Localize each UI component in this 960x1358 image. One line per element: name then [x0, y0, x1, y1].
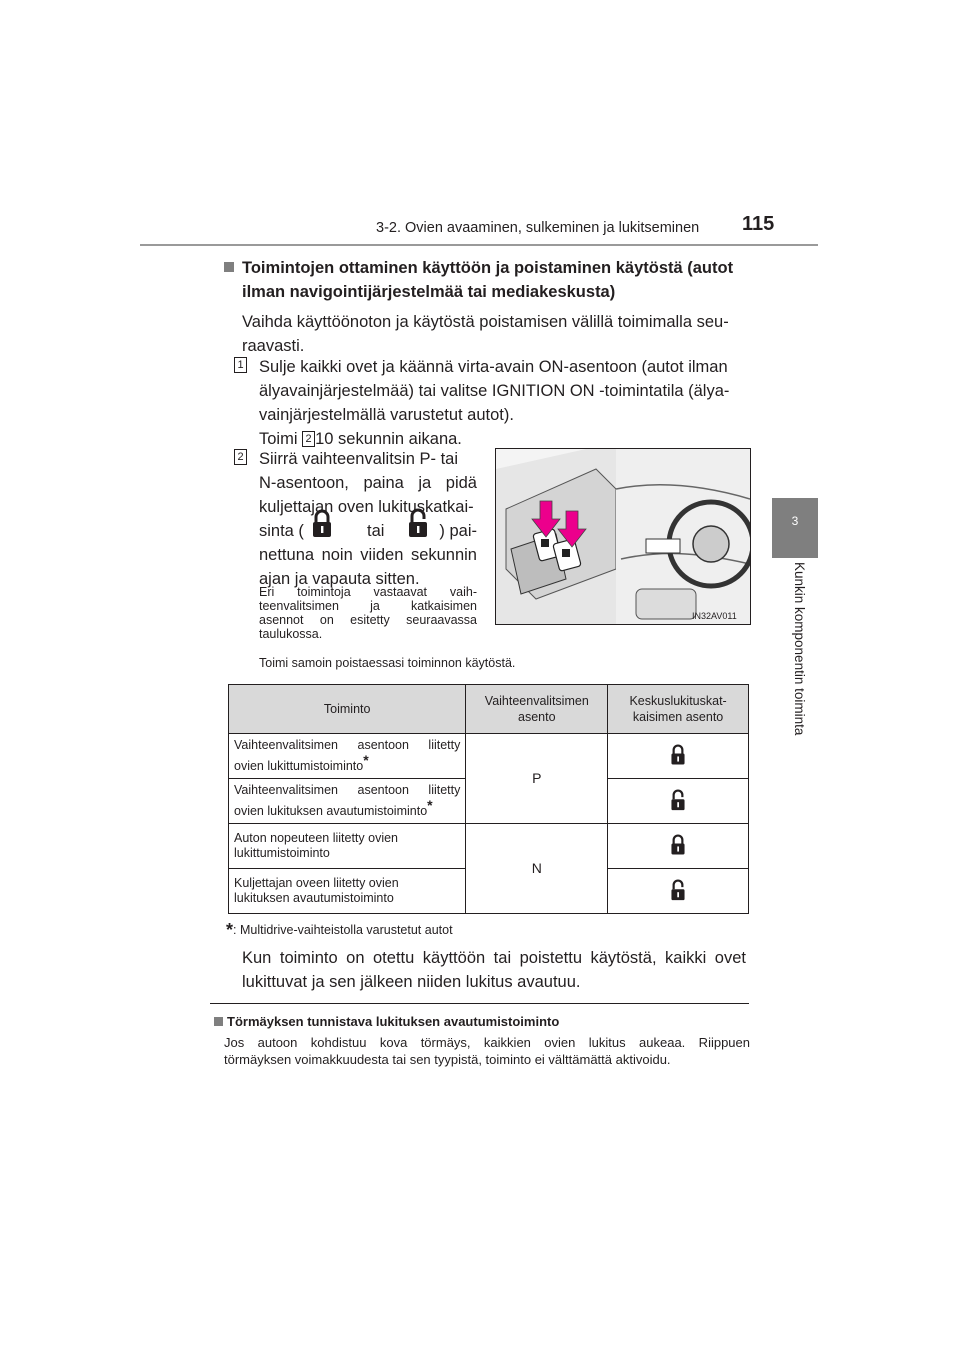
- row4-line1: Kuljettajan oveen liitetty ovien: [234, 876, 399, 890]
- table-cell-position-n: N: [466, 824, 608, 914]
- locked-icon: [670, 743, 686, 767]
- table-cell-position-p: P: [466, 734, 608, 824]
- closing-line-1: Kun toiminto on otettu käyttöön tai poistettu käytöstä, kaikki ovet: [242, 949, 746, 967]
- note-line-3: asennot on esitetty seuraavassa: [259, 613, 477, 627]
- step-2-line-2: N-asentoon, paina ja pidä: [259, 474, 477, 492]
- step-1-tail-a: Toimi: [259, 430, 298, 448]
- row4-line2: lukituksen avautumistoiminto: [234, 891, 394, 905]
- step-1-number: 1: [234, 357, 247, 373]
- unlocked-icon: [670, 787, 686, 813]
- locked-icon: [311, 509, 333, 539]
- bullet-square-icon: [224, 262, 234, 272]
- table-header-shift-position: [466, 685, 608, 734]
- table-cell-function: [229, 734, 466, 779]
- table-cell-function: [229, 824, 466, 869]
- note-line-4: taulukossa.: [259, 627, 323, 641]
- table-header-function: Toiminto: [229, 685, 466, 734]
- step-1-line-2: älyavainjärjestelmää) tai valitse IGNITION ON -toimintatila (älya-: [259, 382, 730, 400]
- step-1-line-3: vainjärjestelmällä varustetut autot).: [259, 406, 514, 424]
- door-switch-illustration: [495, 448, 751, 625]
- step-2-line-1: Siirrä vaihteenvalitsin P- tai: [259, 450, 458, 468]
- chapter-tab-label: Kunkin komponentin toiminta: [792, 562, 807, 736]
- section-divider: [210, 1003, 749, 1004]
- header-col3-line2: kaisimen asento: [632, 710, 724, 724]
- unlocked-icon: [670, 877, 686, 903]
- header-col2-line1: Vaihteenvalitsimen: [484, 694, 589, 708]
- unlocked-icon: [407, 507, 429, 539]
- chapter-tab: [772, 498, 818, 558]
- note-line-5: Toimi samoin poistaessasi toiminnon käytöstä.: [259, 656, 516, 670]
- table-header-row: [229, 685, 749, 734]
- row3-line2: lukittumistoiminto: [234, 846, 330, 860]
- header-col3-line1: Keskuslukituskat-: [629, 694, 727, 708]
- subsection-title: Törmäyksen tunnistava lukituksen avautumistoiminto: [227, 1014, 560, 1029]
- bullet-square-icon: [214, 1017, 223, 1026]
- note-line-1: Eri toimintoja vastaavat vaih-: [259, 585, 477, 599]
- table-header-switch-position: [608, 685, 749, 734]
- row1-line2: ovien lukittumistoiminto: [234, 759, 364, 774]
- row2-line1: Vaihteenvalitsimen asentoon liitetty: [234, 782, 461, 797]
- step-2-line-5: nettuna noin viiden sekunnin: [259, 546, 477, 564]
- row1-line1: Vaihteenvalitsimen asentoon liitetty: [234, 737, 461, 752]
- step-2-line-4: [259, 509, 477, 539]
- page-number: 115: [742, 213, 775, 235]
- locked-icon: [670, 833, 686, 857]
- footnote-star: *: [226, 920, 234, 940]
- subsection-body-line-1: Jos autoon kohdistuu kova törmäys, kaikkien ovien lukitus aukeaa. Riippuen: [224, 1035, 750, 1050]
- table-cell-lock: [608, 824, 749, 869]
- step-2-line-4b: tai: [367, 522, 385, 540]
- step-ref-2: 2: [302, 431, 315, 447]
- table-cell-function: [229, 779, 466, 824]
- row3-line1: Auton nopeuteen liitetty ovien: [234, 831, 399, 845]
- illustration-drawing: [496, 449, 750, 624]
- step-2-line-3: kuljettajan oven lukituskatkai-: [259, 498, 474, 516]
- table-cell-lock: [608, 869, 749, 914]
- footnote-text: : Multidrive-vaihteistolla varustetut autot: [233, 923, 453, 937]
- header-section-title: 3-2. Ovien avaaminen, sulkeminen ja lukitseminen: [376, 220, 700, 236]
- step-2-line-4c: ) pai-: [439, 522, 477, 540]
- heading-line-2: ilman navigointijärjestelmää tai mediakeskusta): [242, 283, 616, 301]
- section-heading: [224, 256, 754, 304]
- row1-star: *: [363, 751, 369, 768]
- subsection-body-line-2: törmäyksen voimakkuudesta tai sen tyypistä, toiminto ei välttämättä aktivoidu.: [224, 1052, 671, 1067]
- table-cell-function: [229, 869, 466, 914]
- intro-line-2: raavasti.: [242, 337, 305, 355]
- figure-code: IN32AV011: [692, 611, 737, 621]
- table-row: [229, 734, 749, 779]
- function-table: [228, 684, 749, 914]
- heading-line-1: Toimintojen ottaminen käyttöön ja poistaminen käytöstä (autot: [242, 259, 734, 277]
- step-2-number: 2: [234, 449, 247, 465]
- table-row: [229, 824, 749, 869]
- row2-star: *: [427, 796, 433, 813]
- note-line-2: teenvalitsimen ja katkaisimen: [259, 599, 477, 613]
- header-divider: [140, 244, 818, 246]
- step-1-line-1: Sulje kaikki ovet ja käännä virta-avain ON-asentoon (autot ilman: [259, 358, 728, 376]
- table-cell-lock: [608, 734, 749, 779]
- header-col2-line2: asento: [518, 710, 556, 724]
- intro-line-1: Vaihda käyttöönoton ja käytöstä poistamisen välillä toimimalla seu-: [242, 313, 729, 331]
- row2-line2: ovien lukituksen avautumistoiminto: [234, 804, 428, 819]
- closing-line-2: lukittuvat ja sen jälkeen niiden lukitus avautuu.: [242, 973, 581, 991]
- step-1-tail-b: 10 sekunnin aikana.: [315, 430, 462, 448]
- step-2-line-4a: sinta (: [259, 522, 304, 540]
- chapter-tab-number: 3: [791, 514, 799, 528]
- subsection-heading: [214, 1014, 559, 1029]
- step-2-line-6: ajan ja vapauta sitten.: [259, 570, 420, 588]
- footnote: [226, 920, 453, 941]
- table-cell-lock: [608, 779, 749, 824]
